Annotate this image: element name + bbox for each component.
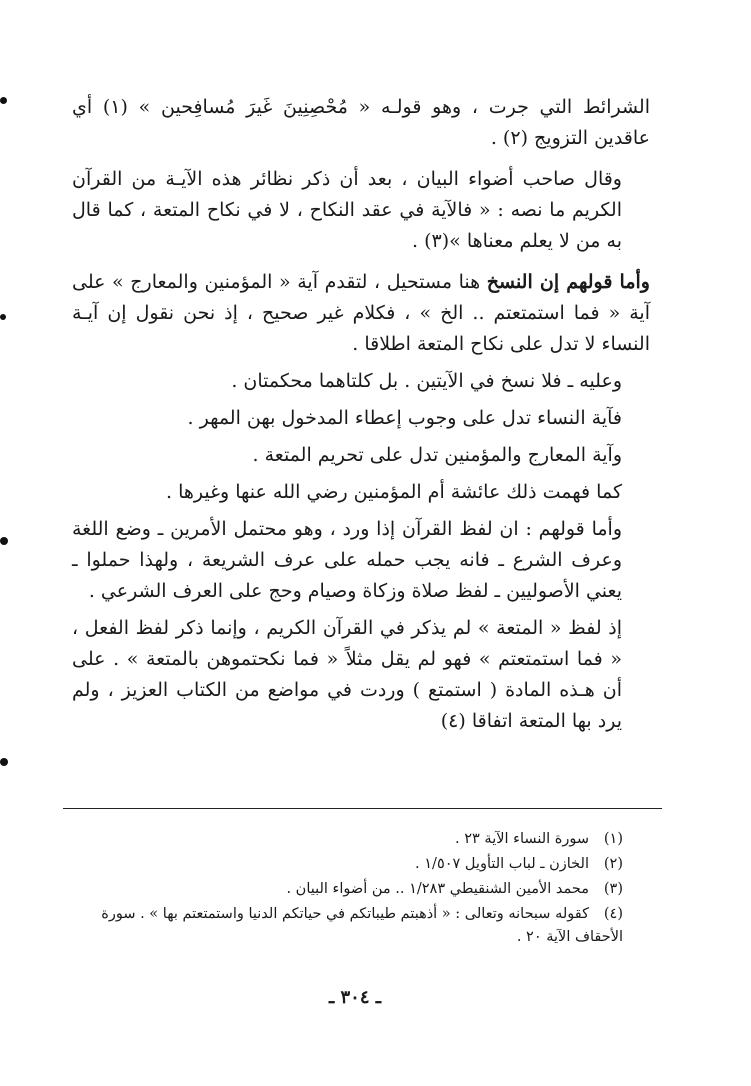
- footnote-text: كقوله سبحانه وتعالى : « أذهبتم طيباتكم في حياتكم الدنيا واستمتعتم بها » . سورة الأحقاف الآية ٢٠ .: [101, 906, 623, 945]
- footnote: [63, 903, 623, 949]
- footnote: [63, 853, 623, 876]
- paragraph: كما فهمت ذلك عائشة أم المؤمنين رضي الله عنها وغيرها .: [165, 481, 622, 503]
- paragraph: الشرائط التي جرت ، وهو قولـه « مُحْصِنِينَ غَيرَ مُسافِحين » (١) أي عاقدين التزويج (٢) .: [72, 96, 651, 149]
- footnote: [63, 878, 623, 901]
- paragraph: وعليه ـ فلا نسخ في الآيتين . بل كلتاهما محكمتان .: [231, 370, 622, 392]
- page-number: ـ ٣٠٤ ـ: [328, 987, 382, 1008]
- footnote-number: (١): [603, 831, 623, 847]
- paragraph-lead: وأما قولهم إن النسخ: [486, 271, 650, 293]
- paragraph: وآية المعارج والمؤمنين تدل على تحريم المتعة .: [252, 444, 622, 466]
- footnote-text: الخازن ـ لباب التأويل ١/٥٠٧ .: [415, 856, 589, 872]
- margin-mark: [0, 97, 7, 104]
- footnote-number: (٤): [603, 906, 623, 922]
- margin-mark: [0, 758, 8, 766]
- footnote-text: محمد الأمين الشنقيطي ١/٢٨٣ .. من أضواء البيان .: [286, 881, 589, 897]
- paragraph-text: هنا مستحيل ، لتقدم آية « المؤمنين والمعارج » على آية « فما استمتعتم .. الخ » ، فكلام غير صحيح ، إذ نحن نقول إن آيـة النساء لا تدل على نكاح المتعة اطلاقا .: [72, 271, 650, 355]
- main-text: [72, 92, 650, 743]
- footnote-separator: [63, 808, 662, 809]
- paragraph: [72, 267, 650, 360]
- paragraph: إذ لفظ « المتعة » لم يذكر في القرآن الكريم ، وإنما ذكر لفظ الفعل ، « فما استمتعتم » فهو لم يقل مثلاً « فما نكحتموهن بالمتعة » . على أن هـذه المادة ( استمتع ) وردت في مواضع من الكتاب العزيز ، ولم يرد بها المتعة اتفاقا (٤): [72, 617, 622, 732]
- footnote-text: سورة النساء الآية ٢٣ .: [455, 831, 589, 847]
- margin-mark: [0, 314, 6, 320]
- footnote-number: (٣): [603, 881, 623, 897]
- footnote: [63, 828, 623, 851]
- paragraph: فآية النساء تدل على وجوب إعطاء المدخول بهن المهر .: [187, 407, 622, 429]
- footnotes: [63, 828, 623, 951]
- paragraph: وقال صاحب أضواء البيان ، بعد أن ذكر نظائر هذه الآيـة من القرآن الكريم ما نصه : « فالآية في عقد النكاح ، لا في نكاح المتعة ، كما قال به من لا يعلم معناها »(٣) .: [72, 168, 622, 252]
- margin-mark: [0, 537, 8, 545]
- footnote-number: (٢): [603, 856, 623, 872]
- paragraph: وأما قولهم : ان لفظ القرآن إذا ورد ، وهو محتمل الأمرين ـ وضع اللغة وعرف الشرع ـ فانه يجب حمله على عرف الشريعة ، ولهذا حملوا ـ يعني الأصوليين ـ لفظ صلاة وزكاة وصيام وحج على العرف الشرعي .: [72, 518, 622, 602]
